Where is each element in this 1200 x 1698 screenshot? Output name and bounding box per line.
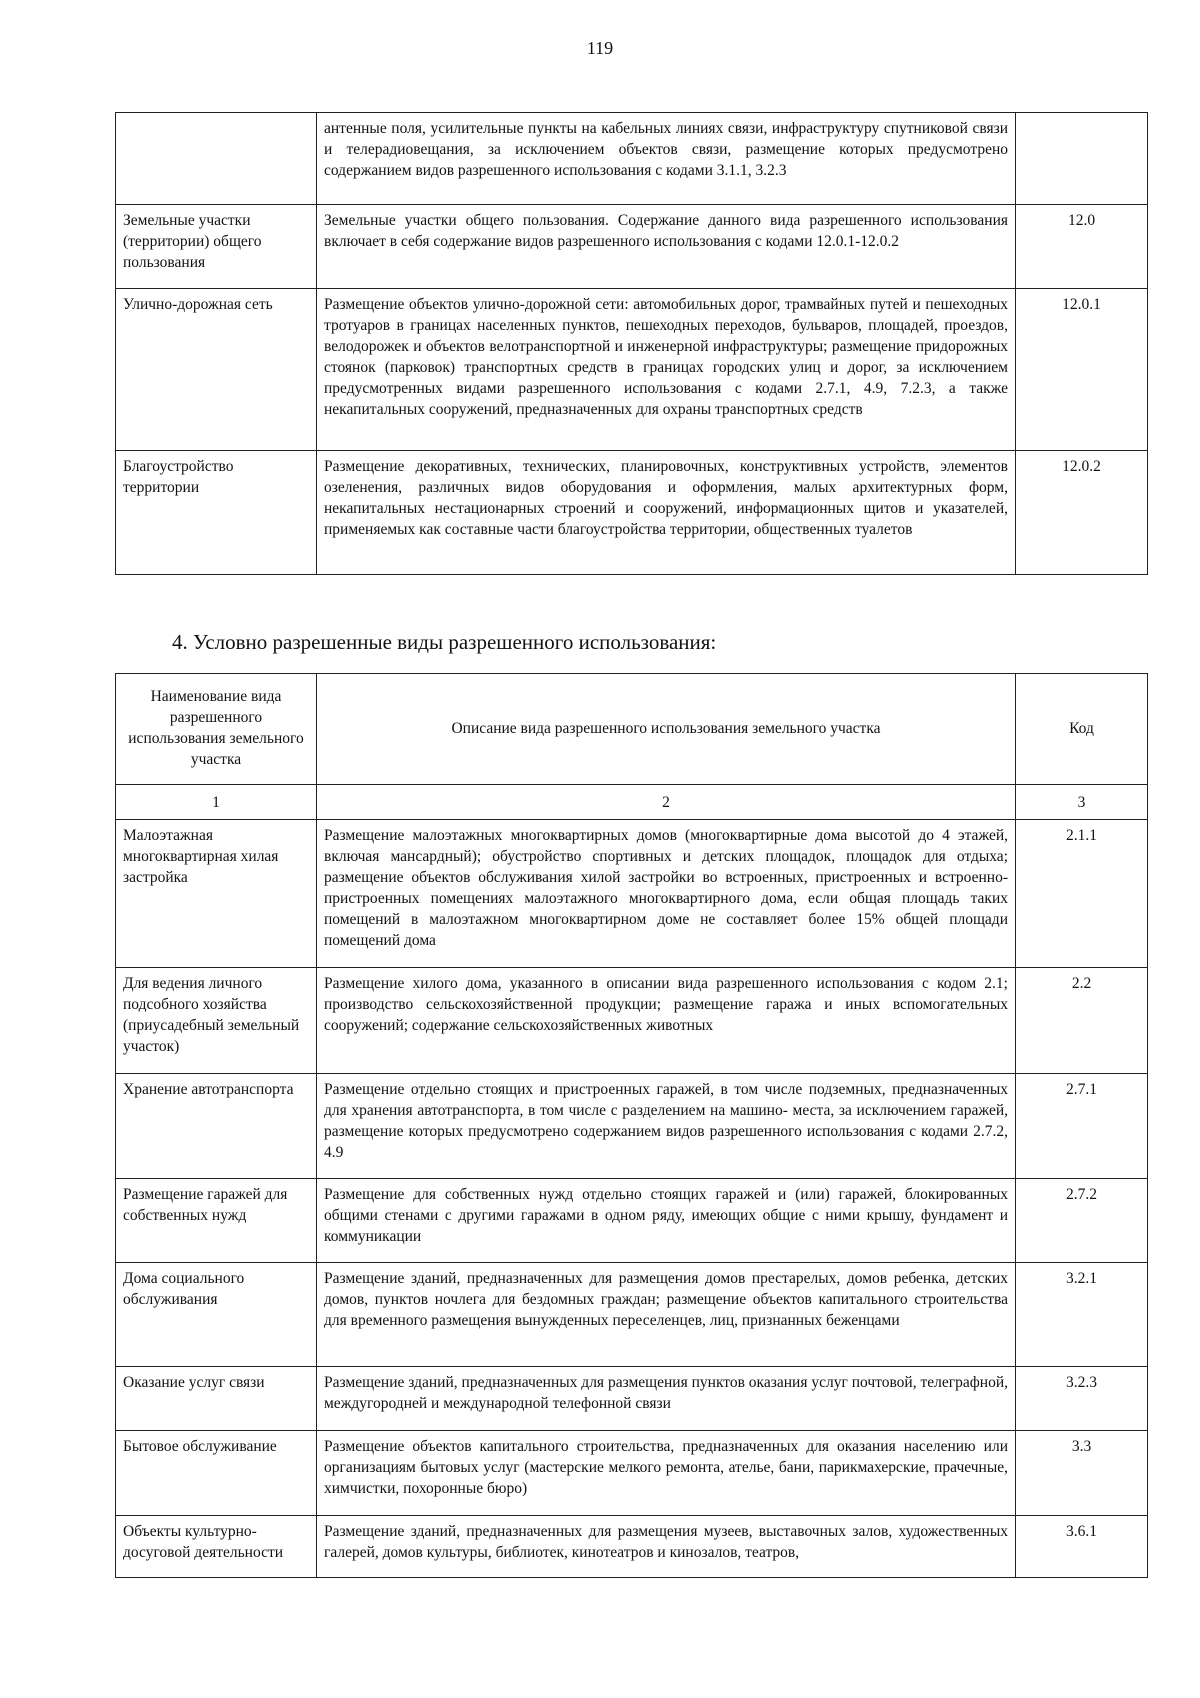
row-description: Размещение для собственных нужд отдельно стоящих гаражей и (или) гаражей, блокированных общими стенами с другими гаражами в одном ряду, имеющих общие с ними крышу, фундамент и коммуникации <box>317 1179 1016 1263</box>
row-name: Дома социального обслуживания <box>116 1263 317 1367</box>
row-name: Объекты культурно-досуговой деятельности <box>116 1516 317 1578</box>
header-code: Код <box>1016 674 1148 785</box>
row-code: 2.7.1 <box>1016 1074 1148 1179</box>
row-code: 12.0.1 <box>1016 289 1148 451</box>
table-row <box>116 820 1148 968</box>
row-description: Размещение зданий, предназначенных для размещения домов престарелых, домов ребенка, детских домов, пунктов ночлега для бездомных граждан; размещение объектов капитального строительства для временного размещения вынужденных переселенцев, лиц, признанных беженцами <box>317 1263 1016 1367</box>
row-description: Размещение объектов улично-дорожной сети: автомобильных дорог, трамвайных путей и пешеходных тротуаров в границах населенных пунктов, пешеходных переходов, бульваров, площадей, проездов, велодорожек и объектов велотранспортной и инженерной инфраструктуры; размещение придорожных стоянок (парковок) транспортных средств в границах городских улиц и дорог, за исключением предусмотренных видами разрешенного использования с кодами 2.7.1, 4.9, 7.2.3, а также некапитальных сооружений, предназначенных для охраны транспортных средств <box>317 289 1016 451</box>
row-description: Размещение декоративных, технических, планировочных, конструктивных устройств, элементов озеленения, различных видов оборудования и оформления, малых архитектурных форм, некапитальных нестационарных строений и сооружений, информационных щитов и указателей, применяемых как составные части благоустройства территории, общественных туалетов <box>317 451 1016 575</box>
row-code: 12.0.2 <box>1016 451 1148 575</box>
row-description: Земельные участки общего пользования. Содержание данного вида разрешенного использования включает в себя содержание видов разрешенного использования с кодами 12.0.1-12.0.2 <box>317 205 1016 289</box>
row-code <box>1016 113 1148 205</box>
row-name: Бытовое обслуживание <box>116 1431 317 1516</box>
table-row <box>116 1074 1148 1179</box>
column-numbers-row <box>116 785 1148 820</box>
table-row <box>116 968 1148 1074</box>
row-code: 2.2 <box>1016 968 1148 1074</box>
table-row <box>116 289 1148 451</box>
row-name: Оказание услуг связи <box>116 1367 317 1431</box>
row-description: антенные поля, усилительные пункты на кабельных линиях связи, инфраструктуру спутниковой связи и телерадиовещания, за исключением объектов связи, размещение которых предусмотрено содержанием видов разрешенного использования с кодами 3.1.1, 3.2.3 <box>317 113 1016 205</box>
row-name: Размещение гаражей для собственных нужд <box>116 1179 317 1263</box>
row-name <box>116 113 317 205</box>
header-name: Наименование вида разрешенного использования земельного участка <box>116 674 317 785</box>
column-number: 1 <box>116 785 317 820</box>
header-description: Описание вида разрешенного использования земельного участка <box>317 674 1016 785</box>
table-row <box>116 1431 1148 1516</box>
row-code: 12.0 <box>1016 205 1148 289</box>
table-row <box>116 1263 1148 1367</box>
row-description: Размещение отдельно стоящих и пристроенных гаражей, в том числе подземных, предназначенных для хранения автотранспорта, в том числе с разделением на машино- места, за исключением гаражей, размещение которых предусмотрено содержанием видов разрешенного использования с кодами 2.7.2, 4.9 <box>317 1074 1016 1179</box>
row-name: Земельные участки (территории) общего пользования <box>116 205 317 289</box>
table-row <box>116 451 1148 575</box>
row-name: Для ведения личного подсобного хозяйства (приусадебный земельный участок) <box>116 968 317 1074</box>
row-description: Размещение малоэтажных многоквартирных домов (многоквартирные дома высотой до 4 этажей, включая мансардный); обустройство спортивных и детских площадок, площадок для отдыха; размещение объектов обслуживания хилой застройки во встроенных, пристроенных и встроенно-пристроенных помещениях малоэтажного многоквартирного дома, если общая площадь таких помещений в малоэтажном многоквартирном доме не составляет более 15% общей площади помещений дома <box>317 820 1016 968</box>
row-name: Благоустройство территории <box>116 451 317 575</box>
row-name: Улично-дорожная сеть <box>116 289 317 451</box>
row-code: 3.6.1 <box>1016 1516 1148 1578</box>
table-row <box>116 1516 1148 1578</box>
row-description: Размещение зданий, предназначенных для размещения музеев, выставочных залов, художественных галерей, домов культуры, библиотек, кинотеатров и кинозалов, театров, <box>317 1516 1016 1578</box>
row-name: Хранение автотранспорта <box>116 1074 317 1179</box>
page-number: 119 <box>586 38 614 58</box>
conditional-uses-table <box>115 673 1148 1578</box>
table-row <box>116 1179 1148 1263</box>
row-description: Размещение объектов капитального строительства, предназначенных для оказания населению или организациям бытовых услуг (мастерские мелкого ремонта, ателье, бани, парикмахерские, прачечные, химчистки, похоронные бюро) <box>317 1431 1016 1516</box>
row-code: 3.2.3 <box>1016 1367 1148 1431</box>
section-heading: 4. Условно разрешенные виды разрешенного использования: <box>172 630 717 654</box>
top-table <box>115 112 1148 575</box>
row-code: 2.1.1 <box>1016 820 1148 968</box>
row-code: 3.2.1 <box>1016 1263 1148 1367</box>
row-code: 3.3 <box>1016 1431 1148 1516</box>
row-name: Малоэтажная многоквартирная хилая застройка <box>116 820 317 968</box>
table-header-row <box>116 674 1148 785</box>
column-number: 3 <box>1016 785 1148 820</box>
table-row <box>116 1367 1148 1431</box>
row-description: Размещение зданий, предназначенных для размещения пунктов оказания услуг почтовой, телеграфной, междугородней и международной телефонной связи <box>317 1367 1016 1431</box>
row-code: 2.7.2 <box>1016 1179 1148 1263</box>
row-description: Размещение хилого дома, указанного в описании вида разрешенного использования с кодом 2.1; производство сельскохозяйственной продукции; размещение гаража и иных вспомогательных сооружений; содержание сельскохозяйственных животных <box>317 968 1016 1074</box>
table-row <box>116 205 1148 289</box>
column-number: 2 <box>317 785 1016 820</box>
table-row <box>116 113 1148 205</box>
